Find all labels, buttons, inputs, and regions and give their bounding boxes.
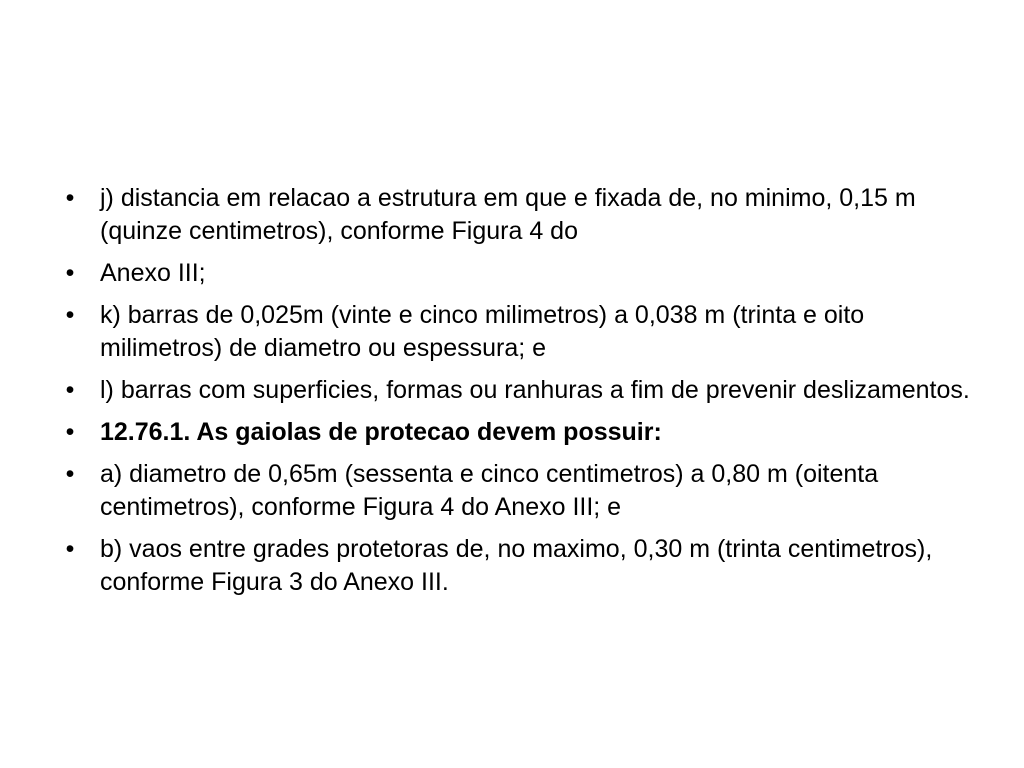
list-item-text: l) barras com superficies, formas ou ranhuras a fim de prevenir deslizamentos. — [100, 376, 970, 404]
list-item — [60, 533, 980, 599]
list-item-text: Anexo III; — [100, 259, 206, 287]
bullet-icon: • — [65, 184, 75, 212]
bullet-list — [60, 182, 980, 608]
bullet-icon: • — [65, 259, 75, 287]
bullet-icon: • — [65, 418, 75, 446]
list-item — [60, 374, 980, 407]
list-item — [60, 257, 980, 290]
list-item-text: k) barras de 0,025m (vinte e cinco milimetros) a 0,038 m (trinta e oito milimetros) de diametro ou espessura; e — [100, 301, 865, 362]
list-item — [60, 299, 980, 365]
bullet-icon: • — [65, 535, 75, 563]
list-item — [60, 182, 980, 248]
list-item — [60, 458, 980, 524]
list-item-text: j) distancia em relacao a estrutura em que e fixada de, no minimo, 0,15 m (quinze centimetros), conforme Figura 4 do — [100, 184, 916, 245]
bullet-icon: • — [65, 301, 75, 329]
list-item-text: a) diametro de 0,65m (sessenta e cinco centimetros) a 0,80 m (oitenta centimetros), conforme Figura 4 do Anexo III; e — [100, 460, 879, 521]
section-heading: 12.76.1. As gaiolas de protecao devem possuir: — [100, 418, 662, 446]
list-item — [60, 416, 980, 449]
bullet-icon: • — [65, 460, 75, 488]
bullet-icon: • — [65, 376, 75, 404]
list-item-text: b) vaos entre grades protetoras de, no maximo, 0,30 m (trinta centimetros), conforme Figura 3 do Anexo III. — [100, 535, 933, 596]
